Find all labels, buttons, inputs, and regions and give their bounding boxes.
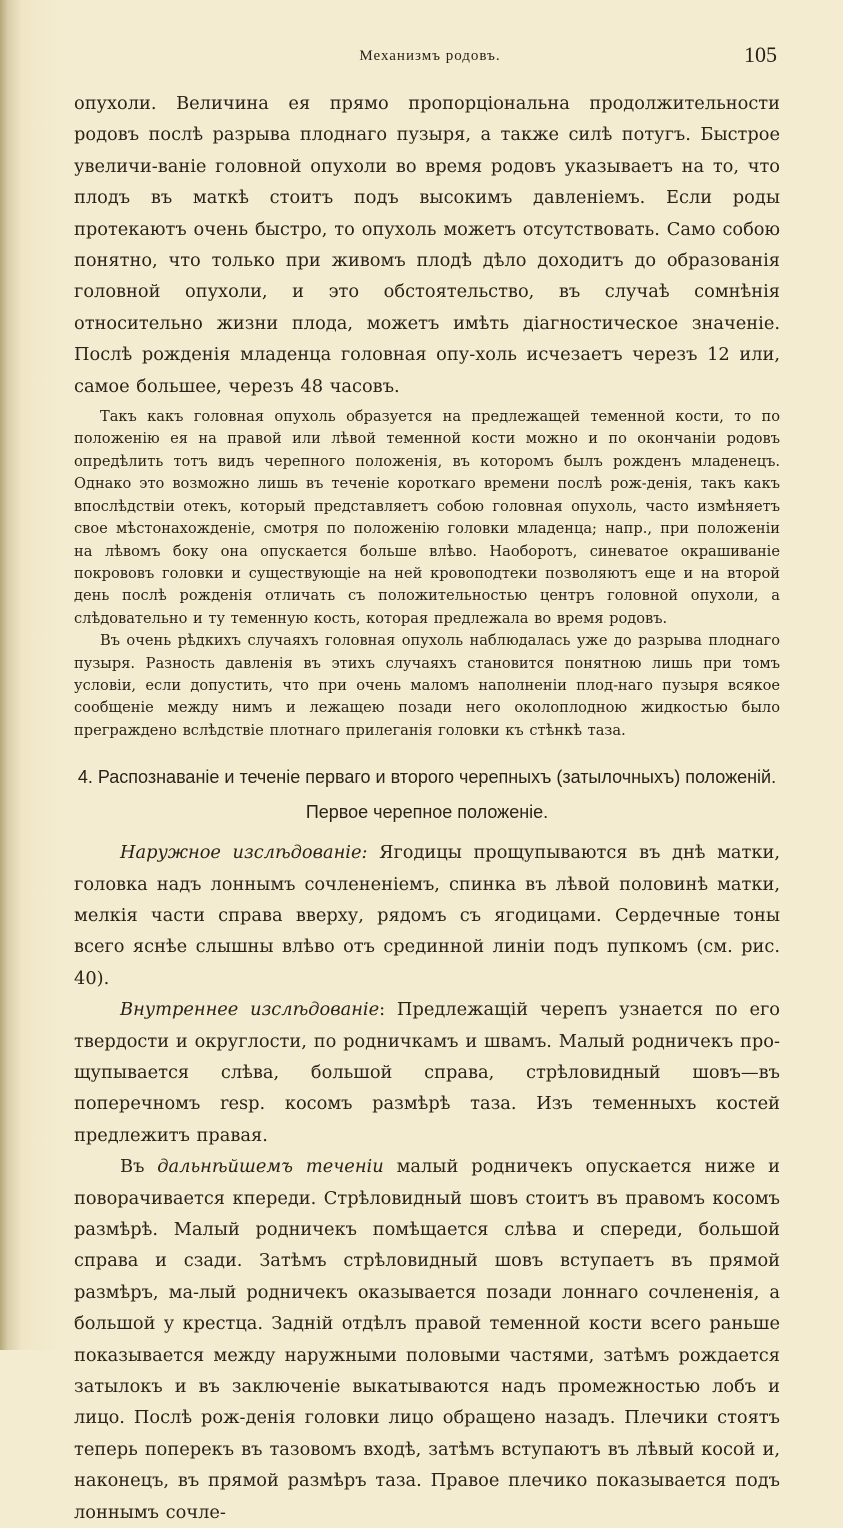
page-number: 105 bbox=[744, 42, 777, 67]
paragraph-tumor-size: опухоли. Величина ея прямо пропорціональна продолжительности родовъ послѣ разрыва плоднаго пузыря, а также силѣ потугъ. Быстрое увеличи-ваніе головной опухоли во время родовъ указываетъ на то, что плодъ въ маткѣ стоитъ подъ высокимъ давленіемъ. Если роды протекаютъ очень быстро, то опухоль можетъ отсутствовать. Само собою понятно, что только при живомъ плодѣ дѣло доходитъ до образованія головной опухоли, и это обстоятельство, въ случаѣ сомнѣнія относительно жизни плода, можетъ имѣть діагностическое значеніе. Послѣ рожденія младенца головная опу-холь исчезаетъ черезъ 12 или, самое большее, черезъ 48 часовъ. bbox=[74, 93, 780, 397]
running-title: Механизмъ родовъ. bbox=[359, 48, 501, 64]
body-text bbox=[74, 88, 780, 1528]
paragraph-rare-cases: Въ очень рѣдкихъ случаяхъ головная опухоль наблюдалась уже до разрыва плоднаго пузыря. Разность давленія въ этихъ случаяхъ становится понятною лишь при томъ условіи, если допустить, что при очень маломъ наполненіи плод-наго пузыря всякое сообщеніе между нимъ и лежащею позади него околоплодною жидкостью было преграждено вслѣдствіе плотнаго прилеганія головки къ стѣнкѣ таза. bbox=[74, 632, 780, 739]
further-course-label: дальнѣйшемъ теченіи bbox=[157, 1156, 384, 1178]
further-course-lead: Въ bbox=[120, 1156, 158, 1178]
page-header bbox=[75, 42, 785, 72]
paragraph-tumor-position: Такъ какъ головная опухоль образуется на предлежащей теменной кости, то по положенію ея на правой или лѣвой теменной кости можно и по окончаніи родовъ опредѣлить тотъ видъ черепного положенія, въ которомъ былъ рожденъ младенецъ. Однако это возможно лишь въ теченіе короткаго времени послѣ рож-денія, такъ какъ впослѣдствіи отекъ, который представляетъ собою головная опухоль, часто измѣняетъ свое мѣстонахожденіе, смотря по положенію головки младенца; напр., при положеніи на лѣвомъ боку она опускается больше влѣво. Наоборотъ, синеватое окрашиваніе покрововъ головки и существующіе на ней кровоподтеки позволяютъ еще и на второй день послѣ рожденія отличать съ положительностью центръ головной опухоли, а слѣдовательно и ту теменную кость, которая предлежала во время родовъ. bbox=[74, 408, 780, 627]
paragraph-internal-exam bbox=[74, 994, 780, 1151]
internal-exam-label: Внутреннее изслѣдованіе bbox=[120, 999, 380, 1021]
paragraph-further-course bbox=[74, 1151, 780, 1528]
external-exam-text: Ягодицы прощупываются въ днѣ матки, головка надъ лоннымъ сочлененіемъ, спинка въ лѣвой половинѣ матки, мелкія части справа вверху, рядомъ съ ягодицами. Сердечные тоны всего яснѣе слышны влѣво отъ срединной линіи подъ пупкомъ (см. рис. 40). bbox=[74, 842, 780, 989]
internal-exam-text: : Предлежащій черепъ узнается по его твердости и округлости, по родничкамъ и швамъ. Малый родничекъ про-щупывается слѣва, большой справа, стрѣловидный шовъ—въ поперечномъ resp. косомъ размѣрѣ таза. Изъ теменныхъ костей предлежитъ правая. bbox=[74, 999, 781, 1146]
section-heading: 4. Распознаваніе и теченіе перваго и второго черепныхъ (затылочныхъ) положеній. bbox=[77, 767, 777, 788]
subsection-heading: Первое черепное положеніе. bbox=[305, 802, 549, 823]
paragraph-external-exam bbox=[74, 837, 780, 994]
external-exam-label: Наружное изслѣдованіе: bbox=[120, 842, 368, 864]
further-course-text: малый родничекъ опускается ниже и поворачивается кпереди. Стрѣловидный шовъ стоитъ въ правомъ косомъ размѣрѣ. Малый родничекъ помѣщается слѣва и спереди, большой справа и сзади. Затѣмъ стрѣловидный шовъ вступаетъ въ прямой размѣръ, ма-лый родничекъ оказывается позади лоннаго сочлененія, а большой у крестца. Задній отдѣлъ правой теменной кости всего раньше показывается между наружными половыми частями, затѣмъ рождается затылокъ и въ заключеніе выкатываются надъ промежностью лобъ и лицо. Послѣ рож-денія головки лицо обращено назадъ. Плечики стоятъ теперь поперекъ въ тазовомъ входѣ, затѣмъ вступаютъ въ лѣвый косой и, наконецъ, въ прямой размѣръ таза. Правое плечико показывается подъ лоннымъ сочле- bbox=[74, 1156, 780, 1523]
